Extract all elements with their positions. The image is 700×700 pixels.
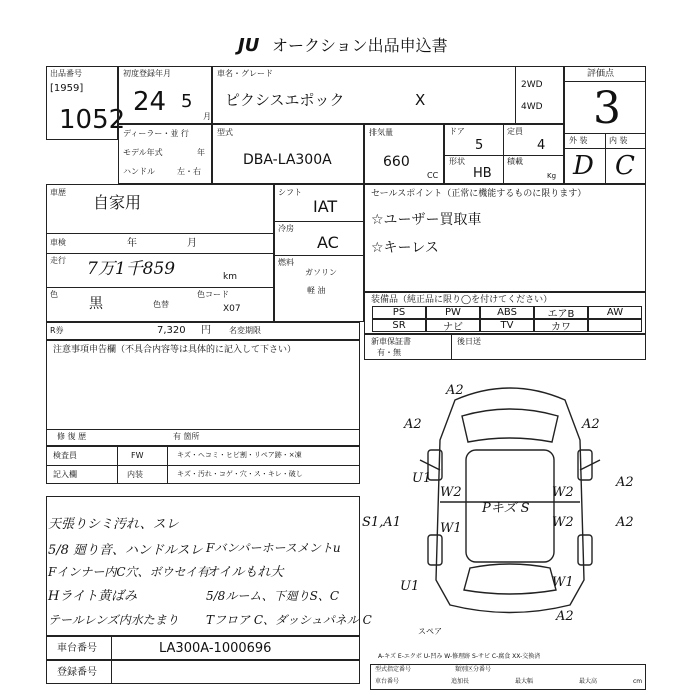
spec-class-no: 類別区分番号 [455,666,492,673]
bottom-spec-box [370,664,646,690]
chassis-value: LA300A-1000696 [159,641,272,656]
repaint-label: 色替 [153,300,169,309]
shaken-year: 年 [127,238,137,249]
color-label: 色 [50,290,58,299]
inspector-label: 検査員 [53,451,77,460]
equipment-item: PW [426,306,480,319]
color-code-value: X07 [223,304,241,314]
damage-center-note: Pキズ S [482,501,530,516]
model-name-label: 車名・グレード [217,69,273,78]
damage-mark: A2 [582,417,600,432]
repair-label: 修 復 歴 [57,432,87,441]
repair-opts: 有 箇所 [173,432,200,441]
type-box [212,124,364,184]
sales-label: セールスポイント（正常に機能するものに限ります） [371,189,587,199]
int-label: 内 装 [609,136,628,145]
shift-label: シフト [278,188,302,197]
history-value: 自家用 [93,193,142,212]
equipment-item: PS [372,306,426,319]
recycle-box [46,322,360,340]
equipment-item: ABS [480,306,534,319]
damage-mark: S1,A1 [362,515,401,530]
model-year-label: モデル年式 [123,148,163,157]
note-line-6: Fバンパーホースメントu [206,541,341,555]
damage-mark: A2 [556,609,574,624]
spec-type-no: 型式指定番号 [375,666,412,673]
damage-mark: W1 [552,575,574,590]
shape-label: 形状 [449,157,465,166]
equipment-item: TV [480,319,534,332]
int-grade: C [615,151,635,181]
first-reg-month: 5 [181,91,193,112]
note-line-9: Tフロア C、ダッシュパネル C [206,613,372,627]
warranty-opts: 有・無 [377,348,401,357]
month-unit: 月 [203,112,211,121]
ac-label: 冷房 [278,224,294,233]
model-grade: X [415,91,426,109]
doors-value: 5 [475,138,484,153]
mileage-value: 7万1千859 [87,259,176,279]
grade-score: 3 [593,83,621,134]
fuel-alt: 軽 油 [307,286,326,295]
spec-unit-cm: cm [633,678,643,685]
equipment-item [588,319,642,332]
recycle-value: 7,320 [157,325,186,336]
handle-label: ハンドル [123,167,155,176]
shaken-label: 車検 [50,238,66,247]
shaken-month: 月 [187,238,197,249]
mileage-unit: km [223,272,237,282]
mileage-label: 走行 [50,256,66,265]
recycle-unit: 円 [201,325,211,336]
inspector-key1: キズ・ヘコミ・ヒビ割・リペア跡・×凍 [177,451,302,459]
color-value: 黒 [89,296,103,312]
drive-4wd: 4WD [521,102,543,112]
warranty-other: 後日送 [457,337,481,346]
shift-value: IAT [313,197,338,216]
damage-mark: W1 [440,521,462,536]
ext-label: 外 装 [569,136,588,145]
note-line-4: Hライト黄ばみ [48,589,137,604]
history-label: 車歴 [50,188,66,197]
chassis-box [46,636,360,660]
ju-logo: JU [238,35,260,56]
dealer-box [118,124,212,184]
color-code-label: 色コード [197,290,229,299]
note-line-5: テールレンズ内水たまり [48,613,179,627]
model-box [212,66,564,124]
registration-box [46,660,360,684]
notes-box [46,340,360,446]
recycle-label: R券 [50,326,64,335]
name-change-label: 名変期限 [229,326,261,335]
interior-label: 内装 [127,470,143,479]
type-value: DBA-LA300A [243,152,332,168]
damage-mark: W2 [552,515,574,530]
cc-box [364,124,444,184]
note-line-2: 5/8 廻り音、ハンドルスレ [48,543,203,558]
fuel-label: 燃料 [278,258,294,267]
registration-label: 登録番号 [57,667,97,678]
spec-width: 最大幅 [515,678,534,685]
inspector-fw: FW [131,451,144,460]
doors-box [444,124,564,184]
sales-point-1: ☆ユーザー買取車 [371,212,482,228]
cc-unit: CC [427,171,439,180]
note-line-3: Fインナー内C穴、ボウセイ有 [48,565,210,579]
sales-box [364,184,646,292]
notes-label: 注意事項申告欄（不具合内容等は具体的に記入して下さい） [53,345,297,355]
model-year-unit: 年 [197,148,205,157]
load-unit: Kg [547,172,557,180]
first-reg-year: 24 [133,87,167,117]
note-line-1: 天張りシミ汚れ、スレ [48,517,179,532]
warranty-label: 新車保証書 [371,337,411,346]
capacity-label: 定員 [507,127,523,136]
chassis-label: 車台番号 [57,643,97,654]
spec-chassis-no: 車台番号 [375,678,400,685]
entry-label: 記入欄 [53,470,77,479]
fuel-value: ガソリン [305,268,337,277]
shape-value: HB [473,166,492,181]
page-title: オークション出品申込書 [272,36,448,55]
spare-label: スペア [418,627,442,636]
damage-mark: A2 [616,515,634,530]
spec-length: 追加長 [451,678,470,685]
first-reg-box [118,66,212,124]
spec-height: 最大高 [579,678,598,685]
warranty-box [364,334,646,360]
damage-mark: U1 [412,471,432,486]
equipment-item: SR [372,319,426,332]
grade-label: 評価点 [587,69,615,79]
inspector-box [46,446,360,484]
drive-2wd: 2WD [521,80,543,90]
shift-box [274,184,364,322]
cc-label: 排気量 [369,128,393,137]
damage-mark: A2 [446,383,464,398]
inspector-key2: キズ・汚れ・コゲ・穴・ス・キレ・破し [177,470,303,478]
doors-label: ドア [449,127,465,136]
equipment-item: AW [588,306,642,319]
equipment-item: エアB [534,306,588,319]
ext-grade: D [573,151,594,181]
model-name: ピクシスエポック [225,91,345,109]
ac-value: AC [317,233,339,252]
dealer-label: ディーラー・並 行 [123,129,189,138]
load-label: 積載 [507,157,523,166]
type-label: 型式 [217,128,233,137]
history-box [46,184,274,322]
damage-mark: A2 [616,475,634,490]
capacity-value: 4 [537,138,546,153]
lot-code: [1959] [50,83,84,94]
note-line-7: オイルもれ大 [206,565,284,580]
equipment-item: カワ [534,319,588,332]
cc-value: 660 [383,154,410,170]
sales-point-2: ☆キーレス [371,240,439,256]
damage-mark: A2 [404,417,422,432]
equipment-item: ナビ [426,319,480,332]
note-line-8: 5/8ルーム、下廻りS、C [206,589,340,603]
damage-mark: U1 [400,579,420,594]
grade-box [564,66,646,184]
first-reg-label: 初度登録年月 [123,69,171,78]
lot-label: 出品番号 [50,69,82,78]
damage-mark: W2 [440,485,462,500]
handle-opts: 左・右 [177,167,201,176]
equipment-label: 装備品（純正品に限り◯を付けてください） [371,295,553,305]
damage-legend: A-キズ E-エクボ U-凹み W-修理跡 S-サビ C-腐食 XX-交換済 [378,653,541,660]
lot-box [46,66,126,140]
lot-number: 1052 [59,105,126,135]
damage-mark: W2 [552,485,574,500]
